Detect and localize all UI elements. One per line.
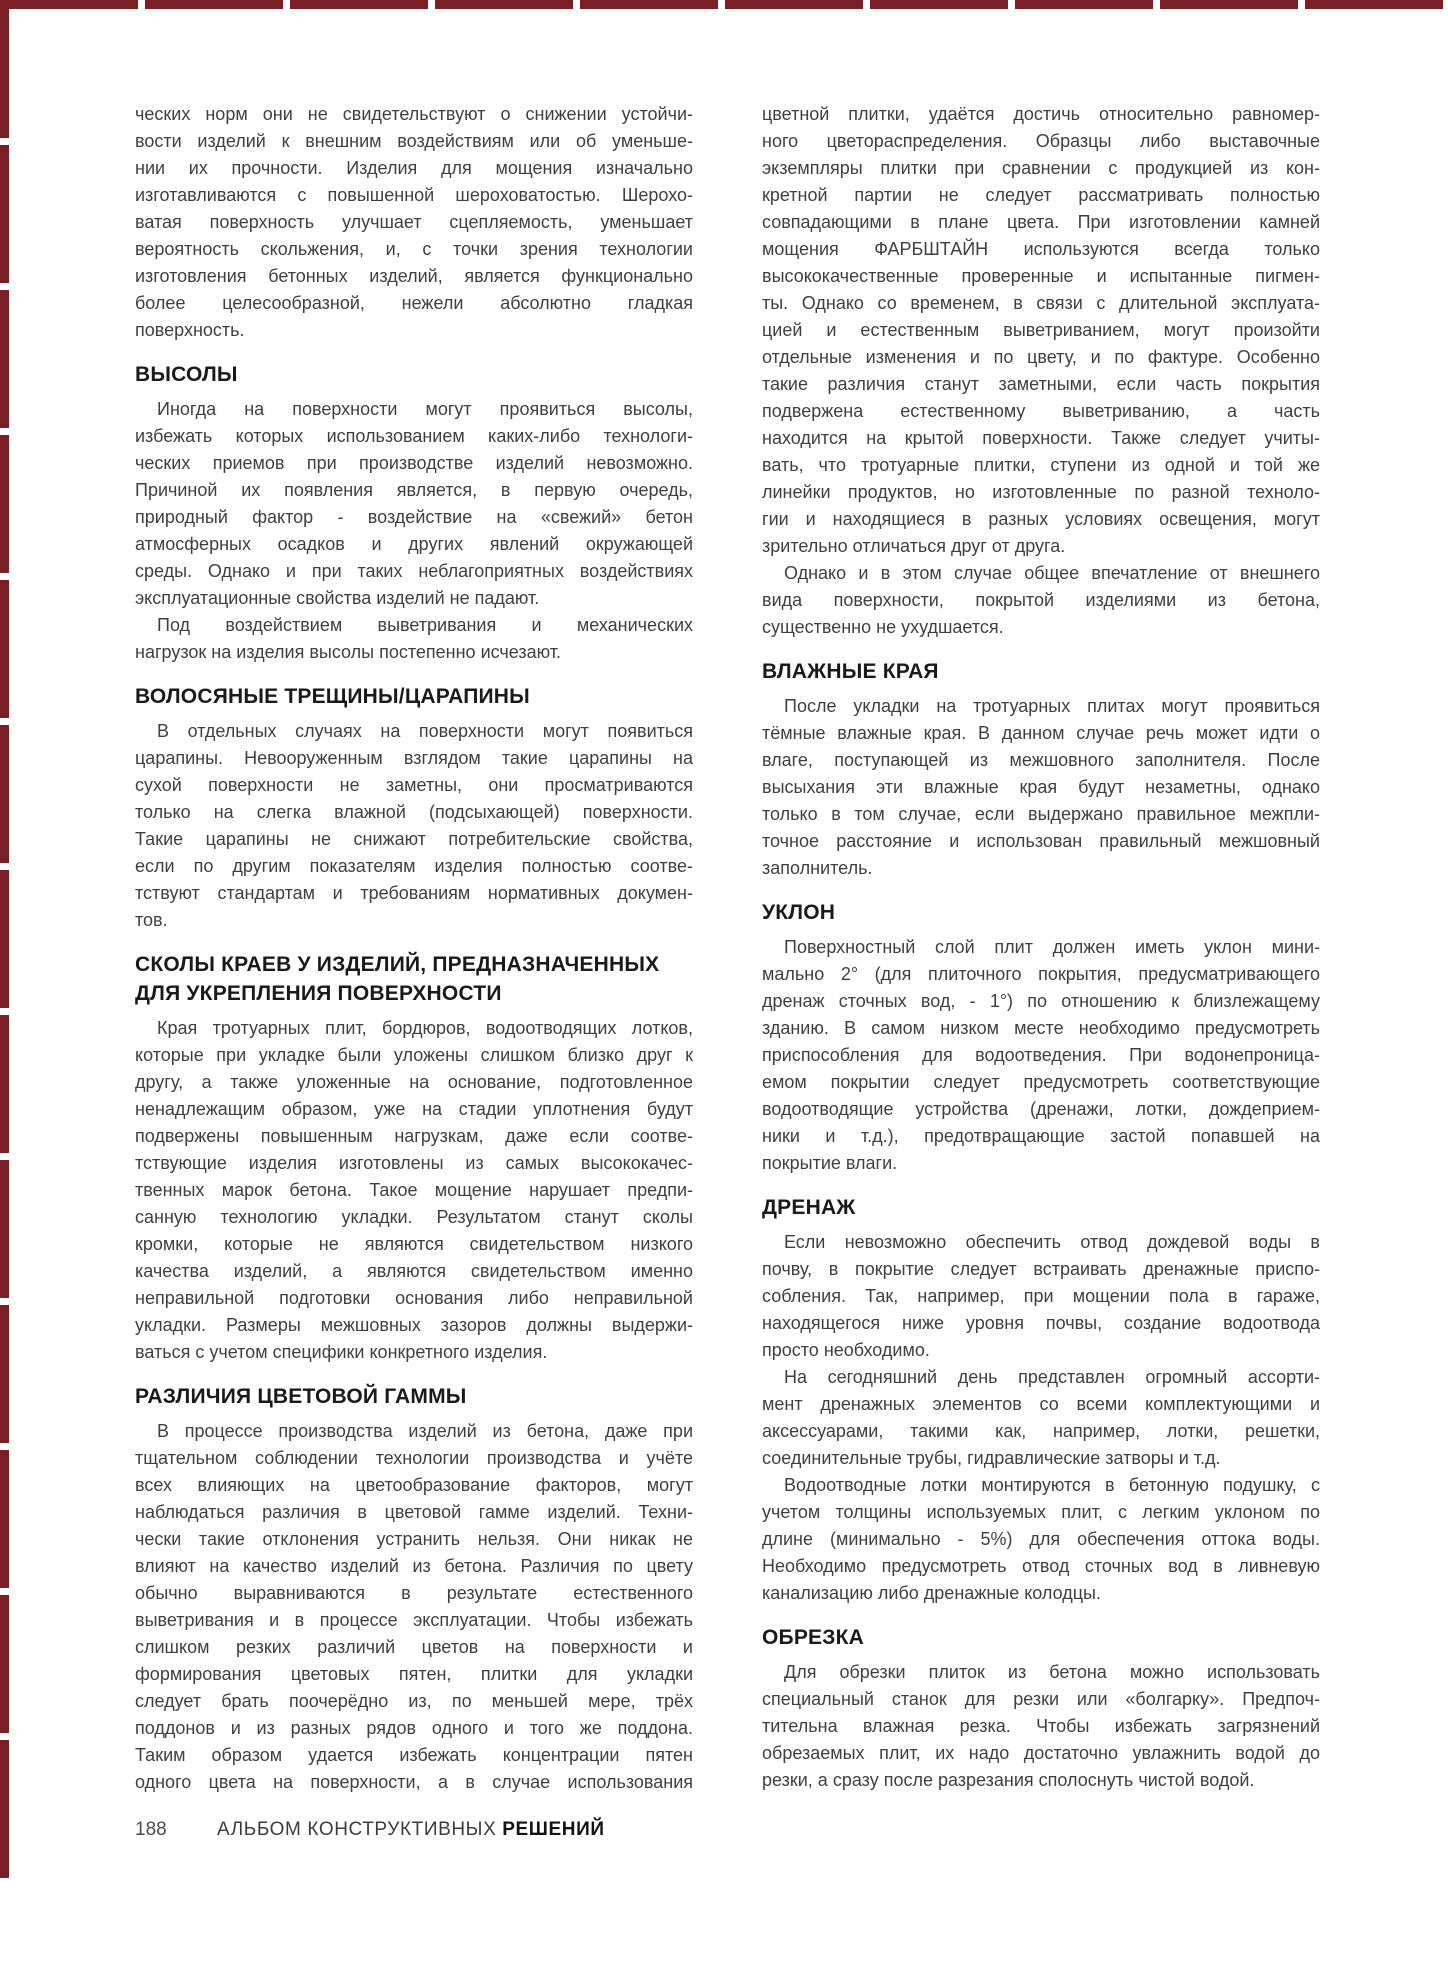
text-line: Если невозможно обеспечить отвод дождевой воды в [784,1232,1320,1252]
text-line: формирования цветовых пятен, плитки для укладки [135,1664,693,1684]
paragraph [762,1472,1320,1607]
text-line: нагрузок на изделия высолы постепенно исчезают. [135,642,562,662]
text-line: твенных марок бетона. Такое мощение нарушает предпи- [135,1180,693,1200]
text-line: аксессуарами, такими как, например, лотки, решетки, [762,1421,1320,1441]
text-line: ватая поверхность улучшает сцепляемость, уменьшает [135,212,693,232]
page-footer [135,1818,605,1842]
text-line: подвержены повышенным нагрузкам, даже если соотве- [135,1126,693,1146]
text-line: Такие царапины не снижают потребительские свойства, [135,829,693,849]
text-line: Для обрезки плиток из бетона можно использовать [784,1662,1320,1682]
section-heading [762,1623,1320,1652]
text-line: ненадлежащим образом, уже на стадии уплотнения будут [135,1099,693,1119]
section-heading-line: СКОЛЫ КРАЕВ У ИЗДЕЛИЙ, ПРЕДНАЗНАЧЕННЫХ [135,953,660,976]
section-heading [762,898,1320,927]
text-line: тствующие изделия изготовлены из самых высококачес- [135,1153,693,1173]
text-line: отдельные изменения и по цвету, и по фактуре. Особенно [762,347,1320,367]
text-line: цией и естественным выветриванием, могут произойти [762,320,1320,340]
text-line: вости изделий к внешним воздействиям или об уменьше- [135,131,693,151]
text-line: обычно выравниваются в результате естественного [135,1583,693,1603]
text-line: качества изделий, а являются свидетельством именно [135,1261,693,1281]
text-line: если по другим показателям изделия полностью соотве- [135,856,693,876]
paragraph [135,612,693,666]
text-line: слишком резких различий цветов на поверхности и [135,1637,693,1657]
text-line: изготовления бетонных изделий, является функционально [135,266,693,286]
text-line: покрытие влаги. [762,1153,898,1173]
paragraph [135,1418,693,1796]
text-line: более целесообразной, нежели абсолютно гладкая [135,293,693,313]
paragraph [762,1364,1320,1472]
section-heading-line: ДРЕНАЖ [762,1196,856,1219]
text-line: гии и находящиеся в разных условиях освещения, могут [762,509,1320,529]
text-line: тёмные влажные края. В данном случае речь может идти о [762,723,1320,743]
text-line: такие различия станут заметными, если часть покрытия [762,374,1320,394]
text-line: существенно не ухудшается. [762,617,1004,637]
text-line: укладки. Размеры межшовных зазоров должны выдержи- [135,1315,693,1335]
text-line: находится на крытой поверхности. Также следует учиты- [762,428,1320,448]
text-line: мально 2° (для плиточного покрытия, предусматривающего [762,964,1320,984]
text-line: Таким образом удается избежать концентрации пятен [135,1745,693,1765]
text-line: ческих норм они не свидетельствуют о снижении устойчи- [135,104,693,124]
text-line: В отдельных случаях на поверхности могут появиться [157,721,693,741]
text-line: тов. [135,910,168,930]
text-line: емом покрытии следует предусмотреть соответствующие [762,1072,1320,1092]
text-line: водоотводящие устройства (дренажи, лотки, дождеприем- [762,1099,1320,1119]
text-line: Иногда на поверхности могут проявиться высолы, [157,399,693,419]
text-line: кретной партии не следует рассматривать полностью [762,185,1320,205]
text-line: высыхания эти влажные края будут незаметны, однако [762,777,1320,797]
section-heading [762,1193,1320,1222]
text-line: выветривания и в процессе эксплуатации. Чтобы избежать [135,1610,693,1630]
text-line: тщательном соблюдении технологии производства и учёте [135,1448,693,1468]
text-line: атмосферных осадков и других явлений окружающей [135,534,693,554]
section-heading [135,950,693,1008]
section-heading-line: ВЫСОЛЫ [135,363,238,386]
section-heading-line: ВЛАЖНЫЕ КРАЯ [762,660,939,683]
section-heading-line: ДЛЯ УКРЕПЛЕНИЯ ПОВЕРХНОСТИ [135,982,502,1005]
text-line: дренаж сточных вод, - 1°) по отношению к близлежащему [762,991,1320,1011]
text-line: собления. Так, например, при мощении пола в гараже, [762,1286,1320,1306]
page-number: 188 [135,1819,167,1840]
text-line: На сегодняшний день представлен огромный ассорти- [784,1367,1320,1387]
text-line: тствуют стандартам и требованиям нормативных докумен- [135,883,693,903]
text-column-left [135,101,693,1796]
text-line: учетом толщины используемых плит, с легким уклоном по [762,1502,1320,1522]
book-title [217,1819,605,1840]
text-line: сухой поверхности не заметны, они просматриваются [135,775,693,795]
paragraph [762,693,1320,882]
text-line: санную технологию укладки. Результатом станут сколы [135,1207,693,1227]
text-line: совпадающими в плане цвета. При изготовлении камней [762,212,1320,232]
text-line: длине (минимально - 5%) для обеспечения оттока воды. [762,1529,1320,1549]
text-line: ваться с учетом специфики конкретного изделия. [135,1342,548,1362]
paragraph [135,718,693,934]
text-line: подвержена естественному выветриванию, а часть [762,401,1320,421]
text-line: всех влияющих на цветообразование факторов, могут [135,1475,693,1495]
section-heading-line: ОБРЕЗКА [762,1626,864,1649]
section-heading [135,682,693,711]
text-line: царапины. Невооруженным взглядом такие царапины на [135,748,693,768]
book-title-regular: АЛЬБОМ КОНСТРУКТИВНЫХ [217,1819,503,1840]
text-line: тительна влажная резка. Чтобы избежать загрязнений [762,1716,1320,1736]
text-line: В процессе производства изделий из бетона, даже при [157,1421,693,1441]
text-line: резки, а сразу после разрезания сполоснуть чистой водой. [762,1770,1255,1790]
text-line: Однако и в этом случае общее впечатление от внешнего [784,563,1320,583]
text-column-right [762,101,1320,1794]
text-line: влаге, поступающей из межшовного заполнителя. После [762,750,1320,770]
text-line: кромки, которые не являются свидетельством низкого [135,1234,693,1254]
text-line: обрезаемых плит, их надо достаточно увлажнить водой до [762,1743,1320,1763]
text-line: ники и т.д.), предотвращающие застой попавшей на [762,1126,1320,1146]
text-line: Водоотводные лотки монтируются в бетонную подушку, с [784,1475,1320,1495]
paragraph [135,396,693,612]
text-line: мент дренажных элементов со всеми комплектующими и [762,1394,1320,1414]
text-line: зданию. В самом низком месте необходимо предусмотреть [762,1018,1320,1038]
text-line: ты. Однако со временем, в связи с длительной эксплуата- [762,293,1320,313]
section-heading-line: ВОЛОСЯНЫЕ ТРЕЩИНЫ/ЦАРАПИНЫ [135,685,530,708]
text-line: экземпляры плитки при сравнении с продукцией из кон- [762,158,1320,178]
paragraph [762,1659,1320,1794]
text-line: Под воздействием выветривания и механических [157,615,693,635]
text-line: чески такие отклонения устранить нельзя. Они никак не [135,1529,693,1549]
text-line: неправильной подготовки основания либо неправильной [135,1288,693,1308]
text-line: вероятность скольжения, и, с точки зрения технологии [135,239,693,259]
section-heading [135,360,693,389]
text-line: вать, что тротуарные плитки, ступени из одной и той же [762,455,1320,475]
text-line: соединительные трубы, гидравлические затворы и т.д. [762,1448,1221,1468]
text-line: наблюдаться различия в цветовой гамме изделий. Техни- [135,1502,693,1522]
text-line: природный фактор - воздействие на «свежий» бетон [135,507,693,527]
text-line: вида поверхности, покрытой изделиями из бетона, [762,590,1320,610]
text-line: находящегося ниже уровня почвы, создание водоотвода [762,1313,1320,1333]
paragraph [762,1229,1320,1364]
text-line: ческих приемов при производстве изделий невозможно. [135,453,693,473]
text-line: избежать которых использованием каких-либо технологи- [135,426,693,446]
text-line: следует брать поочерёдно из, по меньшей мере, трёх [135,1691,693,1711]
book-title-bold: РЕШЕНИЙ [502,1819,605,1840]
text-line: Причиной их появления является, в первую очередь, [135,480,693,500]
text-line: приспособления для водоотведения. При водонепроница- [762,1045,1320,1065]
text-line: точное расстояние и использован правильный межшовный [762,831,1320,851]
text-line: заполнитель. [762,858,873,878]
paragraph [762,101,1320,560]
text-line: эксплуатационные свойства изделий не падают. [135,588,540,608]
section-heading [762,657,1320,686]
text-line: зрительно отличаться друг от друга. [762,536,1066,556]
text-line: почву, в покрытие следует встраивать дренажные приспо- [762,1259,1320,1279]
text-line: Края тротуарных плит, бордюров, водоотводящих лотков, [157,1018,693,1038]
text-line: специальный станок для резки или «болгарку». Предпоч- [762,1689,1320,1709]
text-line: только на слегка влажной (подсыхающей) поверхности. [135,802,693,822]
text-line: влияют на качество изделий из бетона. Различия по цвету [135,1556,693,1576]
text-line: другу, а также уложенные на основание, подготовленное [135,1072,693,1092]
text-line: цветной плитки, удаётся достичь относительно равномер- [762,104,1320,124]
text-line: среды. Однако и при таких неблагоприятных воздействиях [135,561,693,581]
scan-edge-mark-top [0,0,1448,9]
section-heading-line: УКЛОН [762,901,836,924]
paragraph [135,101,693,344]
text-line: ного цветораспределения. Образцы либо выставочные [762,131,1320,151]
text-line: только в том случае, если выдержано правильное межпли- [762,804,1320,824]
text-line: мощения ФАРБШТАЙН используются всегда только [762,239,1320,259]
text-line: линейки продуктов, но изготовленные по разной техноло- [762,482,1320,502]
paragraph [762,934,1320,1177]
text-line: которые при укладке были уложены слишком близко друг к [135,1045,693,1065]
paragraph [135,1015,693,1366]
text-line: нии их прочности. Изделия для мощения изначально [135,158,693,178]
text-line: поддонов и из разных рядов одного и того же поддона. [135,1718,693,1738]
text-line: Необходимо предусмотреть отвод сточных вод в ливневую [762,1556,1320,1576]
text-line: одного цвета на поверхности, а в случае использования [135,1772,693,1792]
text-line: Поверхностный слой плит должен иметь уклон мини- [784,937,1320,957]
section-heading-line: РАЗЛИЧИЯ ЦВЕТОВОЙ ГАММЫ [135,1385,467,1408]
text-line: изготавливаются с повышенной шероховатостью. Шерохо- [135,185,693,205]
text-line: После укладки на тротуарных плитах могут проявиться [784,696,1320,716]
text-line: поверхность. [135,320,245,340]
paragraph [762,560,1320,641]
scan-edge-mark-left [0,0,9,1884]
section-heading [135,1382,693,1411]
text-line: высококачественные проверенные и испытанные пигмен- [762,266,1320,286]
text-line: канализацию либо дренажные колодцы. [762,1583,1101,1603]
text-line: просто необходимо. [762,1340,930,1360]
